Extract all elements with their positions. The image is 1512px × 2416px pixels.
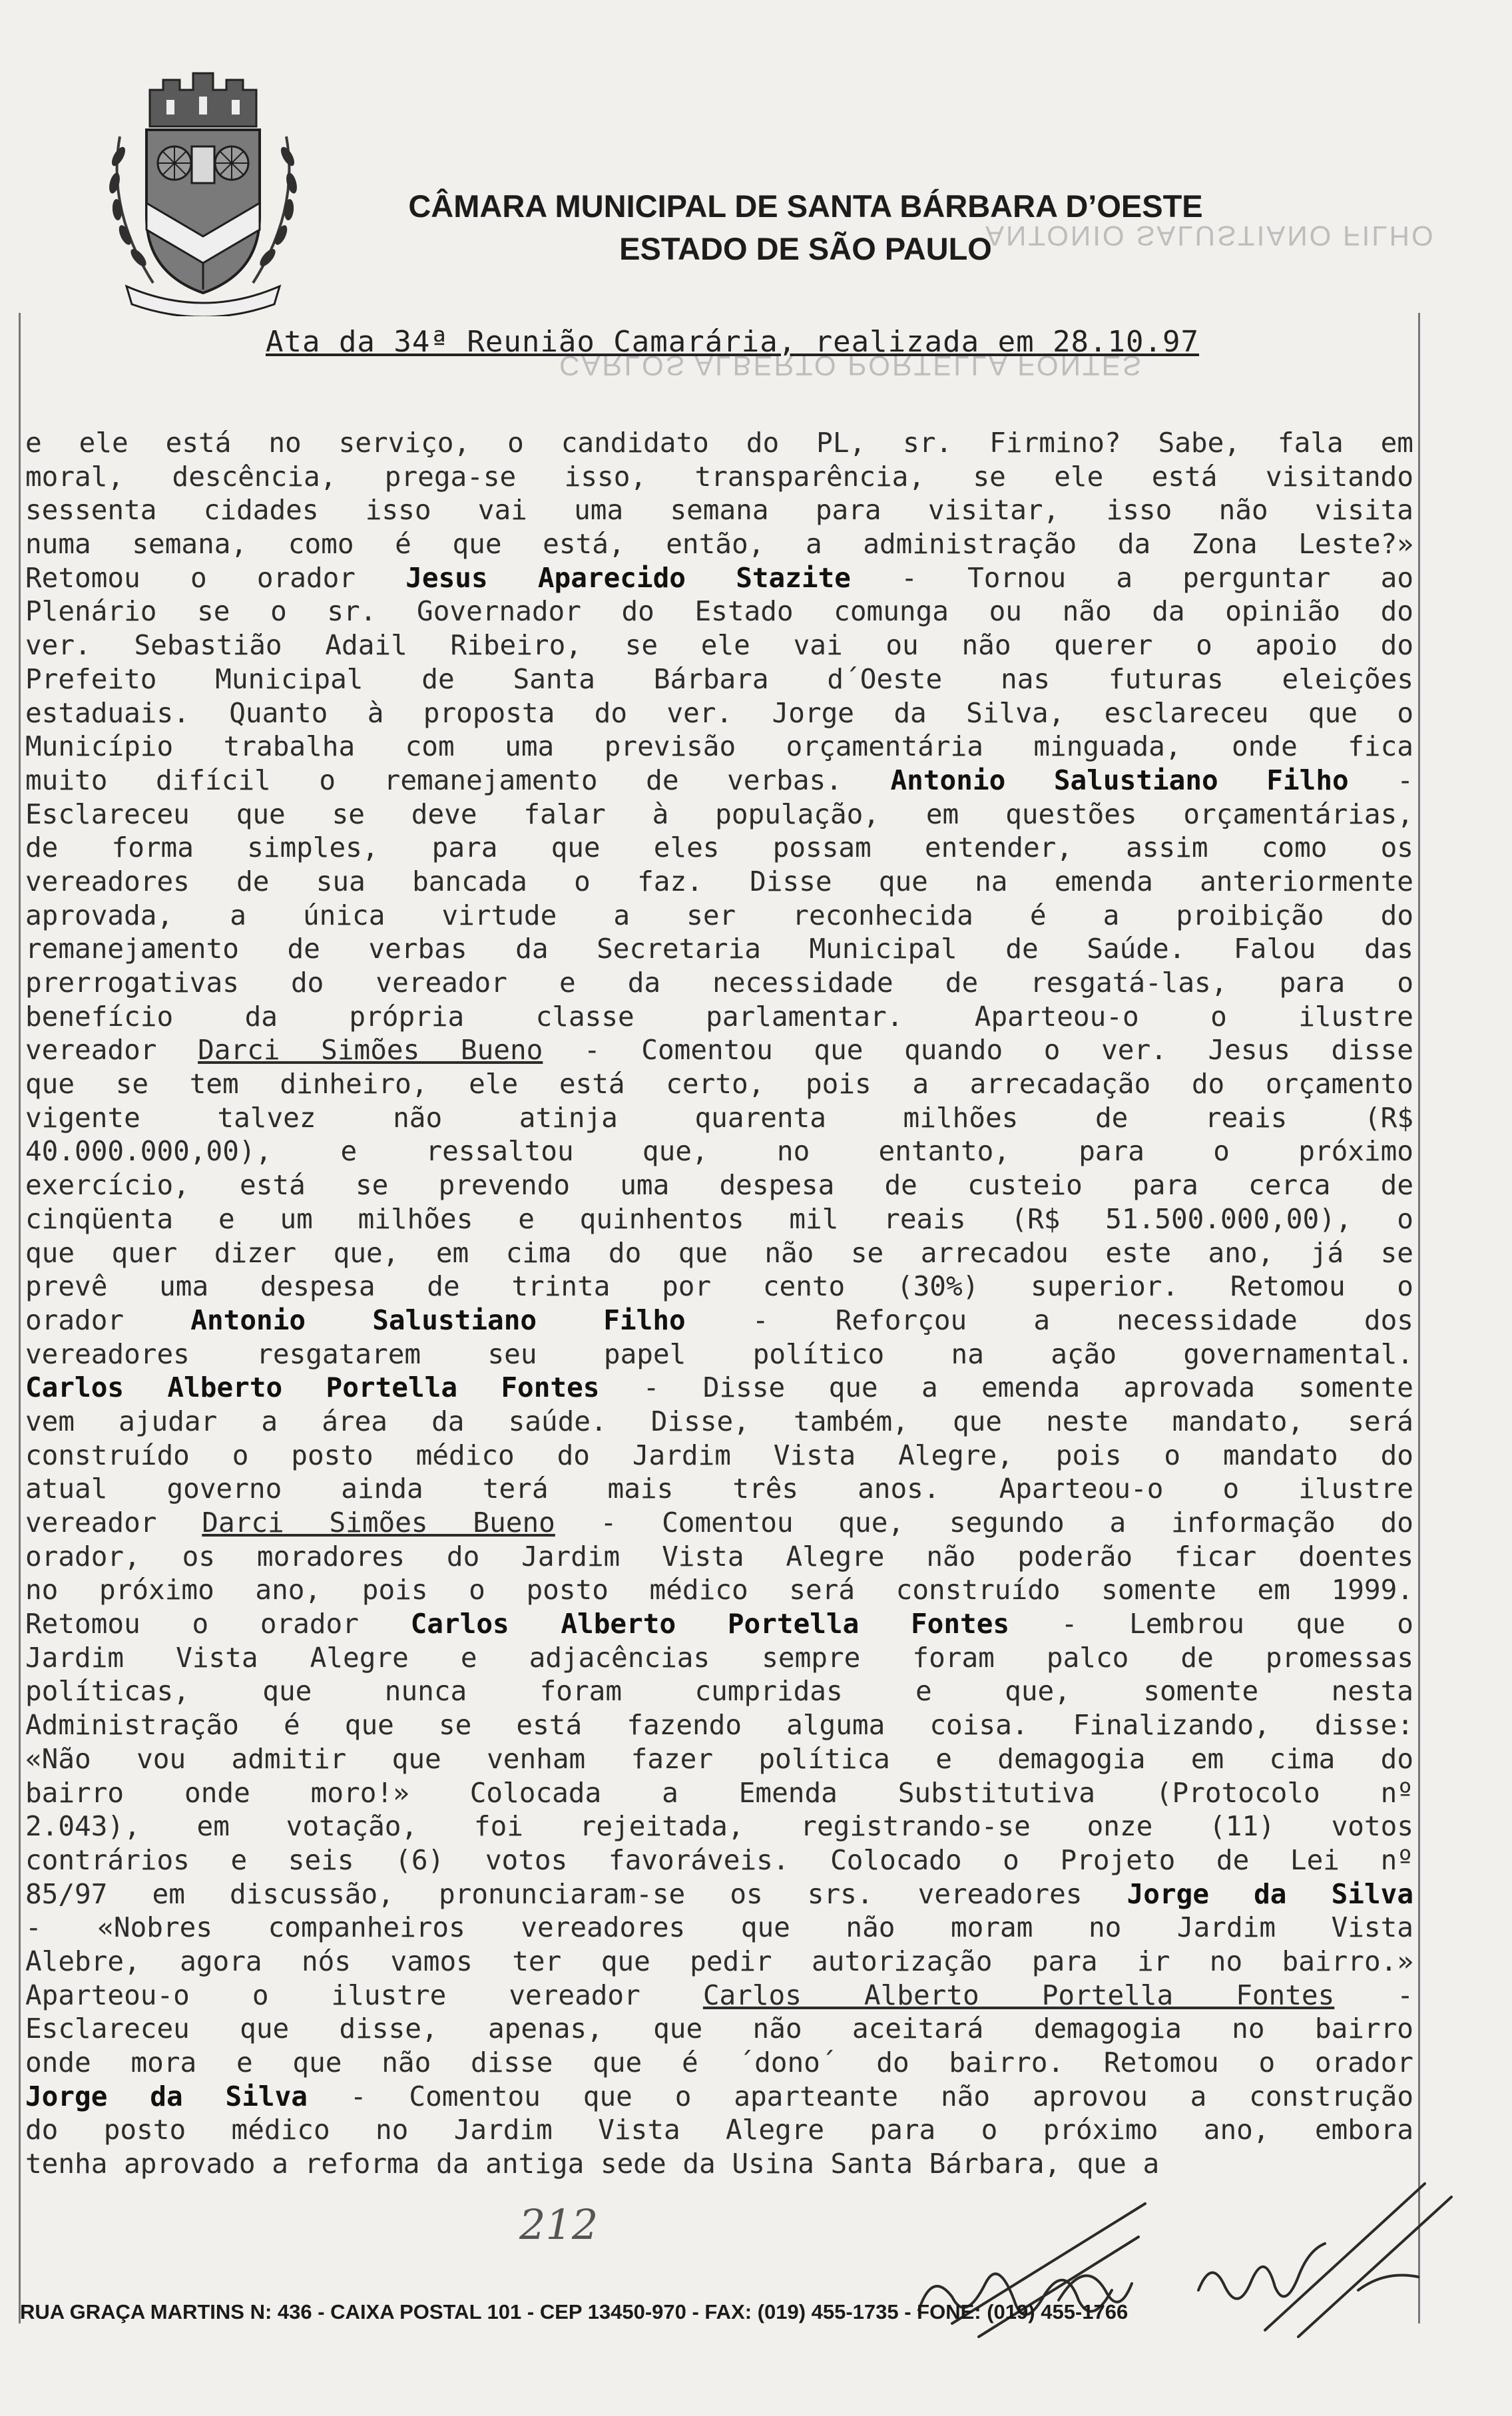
page-border-left bbox=[19, 313, 21, 2323]
text-line bbox=[25, 1304, 1413, 1337]
text-line bbox=[25, 1843, 1413, 1877]
text-line bbox=[25, 1101, 1413, 1135]
text-segment: 2.043), em votação, foi rejeitada, registrando-se onze (11) votos bbox=[25, 1810, 1413, 1843]
text-line bbox=[25, 1877, 1413, 1911]
text-segment: 40.000.000,00), e ressaltou que, no entanto, para o próximo bbox=[25, 1135, 1413, 1168]
text-line bbox=[25, 1236, 1413, 1270]
text-segment: de forma simples, para que eles possam entender, assim como os bbox=[25, 832, 1413, 864]
text-segment: e ele está no serviço, o candidato do PL, sr. Firmino? Sabe, fala em bbox=[25, 427, 1413, 459]
text-line bbox=[25, 1945, 1413, 1979]
text-segment: Prefeito Municipal de Santa Bárbara d´Oeste nas futuras eleições bbox=[25, 662, 1413, 695]
text-line bbox=[25, 1810, 1413, 1843]
text-line bbox=[25, 730, 1413, 764]
text-line bbox=[25, 1472, 1413, 1506]
text-line bbox=[25, 1439, 1413, 1473]
text-segment: orador bbox=[25, 1304, 191, 1336]
footer-address-text: RUA GRAÇA MARTINS N: 436 - CAIXA POSTAL 101 - CEP 13450-970 - FAX: (019) 455-1735 - FONE: (019) 455-1766 bbox=[20, 2300, 1129, 2323]
text-line bbox=[25, 628, 1413, 662]
text-segment: onde mora e que não disse que é ´dono´ do bairro. Retomou o orador bbox=[25, 2047, 1413, 2078]
text-segment: vem ajudar a área da saúde. Disse, também, que neste mandato, será bbox=[25, 1405, 1413, 1437]
text-line bbox=[25, 899, 1413, 933]
speaker-name: Jorge da Silva bbox=[25, 2080, 308, 2112]
page-border-right bbox=[1418, 313, 1420, 2323]
text-line bbox=[25, 1540, 1413, 1574]
text-line bbox=[25, 764, 1413, 798]
text-segment: Plenário se o sr. Governador do Estado comunga ou não da opinião do bbox=[25, 595, 1413, 628]
text-segment: prerrogativas do vereador e da necessidade de resgatá-las, para o bbox=[25, 967, 1413, 999]
text-segment: vereadores resgatarem seu papel político na ação governamental. bbox=[25, 1337, 1413, 1370]
text-line bbox=[25, 1742, 1413, 1776]
text-segment: Esclareceu que disse, apenas, que não aceitará demagogia no bairro bbox=[25, 2013, 1413, 2045]
text-segment: construído o posto médico do Jardim Vista Alegre, pois o mandato do bbox=[25, 1439, 1413, 1471]
text-segment: sessenta cidades isso vai uma semana para visitar, isso não visita bbox=[25, 494, 1413, 527]
footer-address bbox=[20, 2300, 1425, 2347]
text-segment: - «Nobres companheiros vereadores que não moram no Jardim Vista bbox=[25, 1911, 1413, 1944]
speaker-name: Jesus Aparecido Stazite bbox=[405, 561, 851, 594]
text-line bbox=[25, 1033, 1413, 1067]
bleed-through-text: ANTONIO SALUSTIANO FILHO bbox=[985, 220, 1435, 252]
text-line bbox=[25, 1776, 1413, 1810]
text-line bbox=[25, 1134, 1413, 1168]
interjector-name: Darci Simões Bueno bbox=[198, 1034, 543, 1067]
text-segment: vereadores de sua bancada o faz. Disse que na emenda anteriormente bbox=[25, 865, 1413, 897]
text-line bbox=[25, 1911, 1413, 1945]
text-segment: no próximo ano, pois o posto médico será construído somente em 1999. bbox=[25, 1574, 1413, 1606]
speaker-name: Carlos Alberto Portella Fontes bbox=[25, 1371, 600, 1404]
text-segment: 85/97 em discussão, pronunciaram-se os srs. vereadores bbox=[25, 1877, 1127, 1910]
interjector-name: Carlos Alberto Portella Fontes bbox=[702, 1979, 1335, 2011]
text-line bbox=[25, 1000, 1413, 1034]
speaker-name: Carlos Alberto Portella Fontes bbox=[410, 1608, 1010, 1640]
text-line bbox=[25, 1371, 1413, 1405]
text-segment: ver. Sebastião Adail Ribeiro, se ele vai ou não querer o apoio do bbox=[25, 629, 1413, 662]
text-segment: cinqüenta e um milhões e quinhentos mil reais (R$ 51.500.000,00), o bbox=[25, 1202, 1413, 1235]
text-line bbox=[25, 1202, 1413, 1236]
text-line bbox=[25, 1674, 1413, 1708]
state-name: ESTADO DE SÃO PAULO bbox=[619, 231, 992, 266]
text-line bbox=[25, 966, 1413, 1000]
text-line bbox=[25, 1067, 1413, 1101]
text-segment: atual governo ainda terá mais três anos. Aparteou-o o ilustre bbox=[25, 1473, 1413, 1505]
text-segment: numa semana, como é que está, então, a administração da Zona Leste?» bbox=[25, 528, 1413, 561]
text-segment: Retomou o orador bbox=[25, 561, 406, 594]
text-segment: Aparteou-o o ilustre vereador bbox=[25, 1979, 703, 2011]
text-line bbox=[25, 1337, 1413, 1371]
text-segment: vereador bbox=[25, 1034, 198, 1067]
text-line bbox=[25, 831, 1413, 865]
bleed-through-text: CARLOS ALBERTO PORTELLA FONTES bbox=[559, 350, 1143, 381]
text-line bbox=[25, 2080, 1413, 2114]
text-line bbox=[25, 2012, 1413, 2046]
text-segment: bairro onde moro!» Colocada a Emenda Substitutiva (Protocolo nº bbox=[25, 1776, 1413, 1809]
text-segment: remanejamento de verbas da Secretaria Municipal de Saúde. Falou das bbox=[25, 933, 1413, 965]
text-segment: que se tem dinheiro, ele está certo, pois a arrecadação do orçamento bbox=[25, 1068, 1413, 1100]
text-segment: aprovada, a única virtude a ser reconhecida é a proibição do bbox=[25, 899, 1413, 931]
text-segment: muito difícil o remanejamento de verbas. bbox=[25, 764, 891, 796]
text-segment: Alebre, agora nós vamos ter que pedir autorização para ir no bairro.» bbox=[25, 1945, 1413, 1977]
text-segment: - Tornou a perguntar ao bbox=[850, 561, 1414, 594]
minutes-body bbox=[25, 426, 1413, 2181]
text-segment: Administração é que se está fazendo alguma coisa. Finalizando, disse: bbox=[25, 1709, 1413, 1742]
text-segment: - Comentou que quando o ver. Jesus disse bbox=[543, 1034, 1413, 1067]
text-segment: Retomou o orador bbox=[25, 1608, 411, 1640]
text-line bbox=[25, 1168, 1413, 1202]
text-line bbox=[25, 865, 1413, 899]
text-line bbox=[25, 561, 1413, 595]
text-segment: orador, os moradores do Jardim Vista Alegre não poderão ficar doentes bbox=[25, 1540, 1413, 1572]
text-line bbox=[25, 932, 1413, 966]
text-segment: «Não vou admitir que venham fazer política e demagogia em cima do bbox=[25, 1742, 1413, 1775]
handwritten-page-number: 212 bbox=[519, 2200, 599, 2249]
text-segment: Esclareceu que se deve falar à população, em questões orçamentárias, bbox=[25, 798, 1413, 830]
text-segment: políticas, que nunca foram cumpridas e que, somente nesta bbox=[25, 1675, 1413, 1708]
text-segment: - Reforçou a necessidade dos bbox=[685, 1304, 1413, 1336]
text-segment: tenha aprovado a reforma da antiga sede da Usina Santa Bárbara, que a bbox=[25, 2148, 1160, 2180]
text-segment: - bbox=[1348, 764, 1413, 796]
text-line bbox=[25, 1405, 1413, 1439]
text-line bbox=[25, 798, 1413, 832]
text-segment: moral, descência, prega-se isso, transparência, se ele está visitando bbox=[25, 460, 1413, 493]
institution-name: CÂMARA MUNICIPAL DE SANTA BÁRBARA D’OESTE bbox=[408, 188, 1203, 224]
text-line bbox=[25, 662, 1413, 696]
coat-of-arms-icon bbox=[100, 63, 306, 316]
text-segment: - Comentou que o aparteante não aprovou a construção bbox=[307, 2080, 1414, 2112]
speaker-name: Antonio Salustiano Filho bbox=[890, 764, 1349, 796]
text-line bbox=[25, 1573, 1413, 1607]
text-segment: Jardim Vista Alegre e adjacências sempre foram palco de promessas bbox=[25, 1641, 1413, 1674]
text-line bbox=[25, 595, 1413, 628]
text-segment: - bbox=[1334, 1979, 1413, 2011]
speaker-name: Antonio Salustiano Filho bbox=[190, 1304, 686, 1336]
text-segment: - Lembrou que o bbox=[1009, 1608, 1413, 1640]
text-segment: estaduais. Quanto à proposta do ver. Jorge da Silva, esclareceu que o bbox=[25, 696, 1413, 729]
text-line bbox=[25, 1979, 1413, 2013]
text-line bbox=[25, 426, 1413, 460]
text-line bbox=[25, 1641, 1413, 1675]
interjector-name: Darci Simões Bueno bbox=[202, 1507, 555, 1539]
text-line bbox=[25, 527, 1413, 561]
text-line bbox=[25, 493, 1413, 527]
text-line bbox=[25, 460, 1413, 494]
text-segment: Município trabalha com uma previsão orçamentária minguada, onde fica bbox=[25, 730, 1413, 763]
text-segment: - Disse que a emenda aprovada somente bbox=[599, 1371, 1413, 1404]
speaker-name: Jorge da Silva bbox=[1127, 1877, 1413, 1910]
text-segment: benefício da própria classe parlamentar. Aparteou-o o ilustre bbox=[25, 1000, 1413, 1033]
text-segment: que quer dizer que, em cima do que não se arrecadou este ano, já se bbox=[25, 1236, 1413, 1269]
text-line bbox=[25, 696, 1413, 730]
text-line bbox=[25, 2113, 1413, 2147]
text-segment: do posto médico no Jardim Vista Alegre para o próximo ano, embora bbox=[25, 2114, 1413, 2146]
text-segment: - Comentou que, segundo a informação do bbox=[555, 1507, 1413, 1539]
text-segment: prevê uma despesa de trinta por cento (30%) superior. Retomou o bbox=[25, 1270, 1413, 1303]
text-segment: exercício, está se prevendo uma despesa de custeio para cerca de bbox=[25, 1169, 1413, 1202]
text-line bbox=[25, 1506, 1413, 1540]
text-segment: contrários e seis (6) votos favoráveis. Colocado o Projeto de Lei nº bbox=[25, 1843, 1413, 1876]
text-segment: vigente talvez não atinja quarenta milhões de reais (R$ bbox=[25, 1101, 1413, 1134]
text-line bbox=[25, 1708, 1413, 1742]
text-line bbox=[25, 1607, 1413, 1641]
minutes-title: Ata da 34ª Reunião Camarária, realizada em 28.10.97 bbox=[265, 325, 1199, 359]
text-segment: vereador bbox=[25, 1507, 202, 1539]
text-line bbox=[25, 1270, 1413, 1304]
text-line bbox=[25, 2046, 1413, 2080]
